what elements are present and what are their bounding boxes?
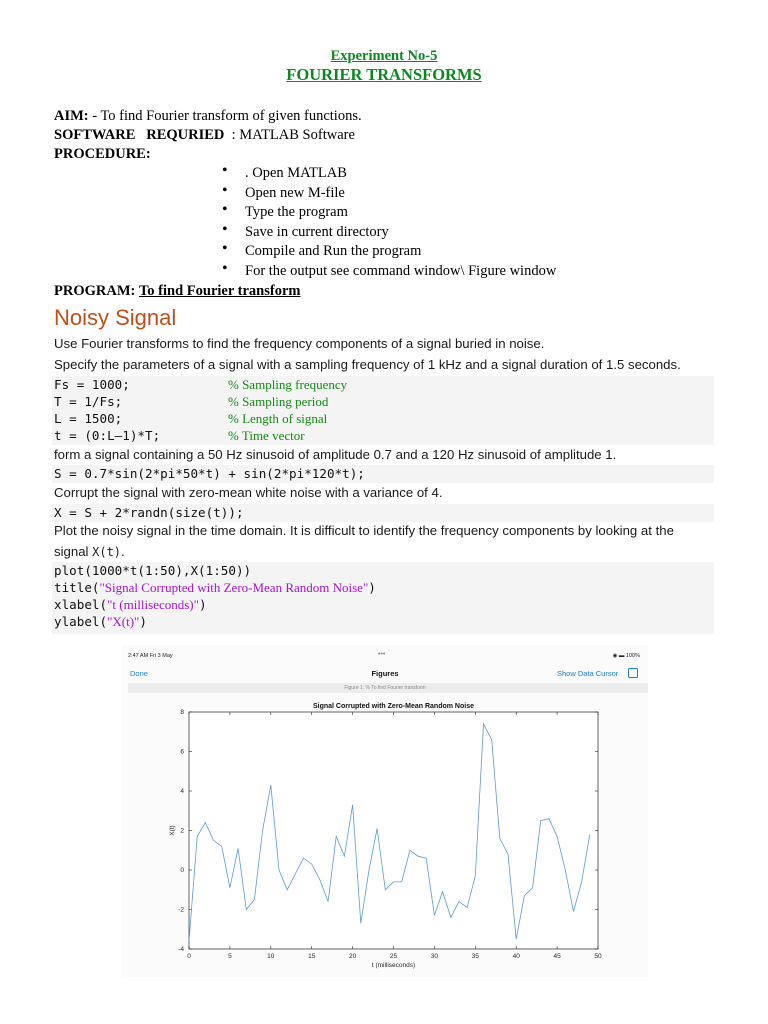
bullet-icon: • — [222, 181, 228, 199]
x-tick-label: 50 — [594, 953, 602, 960]
procedure-step-text: Type the program — [245, 204, 348, 220]
y-tick-label: 8 — [180, 709, 184, 717]
y-tick-label: 4 — [180, 788, 184, 796]
x-tick-label: 35 — [471, 953, 479, 960]
program-title: To find Fourier transform — [138, 283, 301, 299]
x-tick-label: 45 — [553, 953, 561, 960]
code-line: S = 0.7*sin(2*pi*50*t) + sin(2*pi*120*t); — [54, 466, 365, 481]
x-tick-label: 20 — [348, 953, 357, 960]
code-line — [54, 614, 147, 630]
code-paren: ) — [139, 614, 147, 629]
code-line: L = 1500; — [54, 411, 123, 426]
procedure-step-text: Compile and Run the program — [245, 243, 422, 259]
y-tick-label: 2 — [180, 827, 184, 835]
procedure-step — [222, 259, 557, 282]
code-comment: % Time vector — [228, 428, 305, 443]
code-line: Fs = 1000; — [54, 377, 130, 392]
figure-caption: Figure 1: % To find Fourier transform — [344, 685, 426, 691]
figure-screenshot — [122, 645, 648, 977]
paragraph-plot: Plot the noisy signal in the time domain. It is difficult to identify the frequency components by looking at the — [54, 523, 674, 538]
aim-label: AIM: — [54, 108, 89, 124]
paragraph-plot-cont — [54, 544, 125, 559]
x-tick-label: 0 — [187, 953, 191, 960]
code-comment: % Length of signal — [228, 411, 328, 426]
status-time: 2:47 AM Fri 3 May — [128, 653, 173, 659]
code-paren: ) — [368, 580, 376, 595]
chart-title: Signal Corrupted with Zero-Mean Random Noise — [312, 703, 475, 710]
procedure-step — [222, 164, 556, 184]
software-label: SOFTWARE REQURIED — [54, 127, 225, 143]
procedure-step — [222, 242, 556, 262]
done-button[interactable]: Done — [130, 669, 148, 678]
y-tick-label: -2 — [178, 906, 184, 914]
software-text: : MATLAB Software — [224, 127, 355, 143]
bullet-icon: • — [222, 240, 228, 257]
x-tick-label: 40 — [512, 953, 520, 960]
y-axis-label: X(t) — [169, 825, 176, 836]
paragraph-noise: Corrupt the signal with zero-mean white noise with a variance of 4. — [54, 485, 443, 500]
code-fn: ylabel( — [54, 614, 108, 629]
inline-code: X(t) — [92, 545, 122, 559]
status-battery: ◉ ▬ 100% — [612, 653, 640, 659]
code-line: plot(1000*t(1:50),X(1:50)) — [54, 563, 252, 578]
code-line — [54, 580, 376, 596]
code-string: "Signal Corrupted with Zero-Mean Random Noise" — [99, 580, 369, 595]
x-tick-label: 15 — [308, 953, 316, 960]
y-tick-label: -4 — [178, 946, 184, 954]
paragraph-params: Specify the parameters of a signal with a sampling frequency of 1 kHz and a signal duration of 1.5 seconds. — [54, 357, 681, 372]
nav-title: Figures — [371, 669, 399, 678]
paragraph-intro: Use Fourier transforms to find the frequency components of a signal buried in noise. — [54, 336, 545, 351]
code-line — [54, 597, 207, 613]
procedure-list — [222, 164, 556, 281]
y-tick-label: 0 — [180, 867, 184, 875]
figure-caption-bar — [128, 683, 648, 693]
program-line — [54, 283, 300, 300]
procedure-label: PROCEDURE: — [54, 146, 151, 162]
code-line: T = 1/Fs; — [54, 394, 123, 409]
code-paren: ) — [198, 597, 207, 612]
aim-line — [54, 108, 362, 125]
code-line: t = (0:L–1)*T; — [54, 428, 161, 443]
procedure-step — [222, 203, 556, 223]
show-data-cursor-button[interactable]: Show Data Cursor — [557, 669, 619, 678]
procedure-step-text: Save in current directory — [245, 223, 389, 240]
code-block-signal — [52, 465, 714, 483]
bullet-icon: • — [222, 220, 228, 238]
bullet-icon: • — [222, 201, 228, 218]
share-icon[interactable] — [628, 668, 638, 678]
plot-area — [189, 712, 598, 949]
procedure-step-text: Open new M-file — [245, 184, 345, 201]
x-axis-label: t (milliseconds) — [371, 962, 416, 969]
x-tick-label: 25 — [389, 953, 398, 960]
paragraph-signal: form a signal containing a 50 Hz sinusoid of amplitude 0.7 and a 120 Hz sinusoid of amplitude 1. — [54, 447, 617, 462]
chart — [122, 695, 648, 977]
code-block-noise — [52, 504, 714, 522]
aim-text: - To find Fourier transform of given functions. — [88, 108, 362, 124]
software-line — [54, 127, 355, 144]
procedure-step-text: For the output see command window\ Figure window — [245, 262, 557, 279]
procedure-step — [222, 181, 556, 204]
program-label: PROGRAM: — [54, 283, 136, 299]
code-fn: title( — [54, 580, 100, 595]
text: . — [121, 544, 125, 559]
x-tick-label: 30 — [430, 953, 439, 960]
x-tick-label: 10 — [267, 953, 275, 960]
bullet-icon: • — [222, 162, 228, 179]
code-comment: % Sampling period — [228, 394, 329, 409]
code-line: X = S + 2*randn(size(t)); — [54, 505, 244, 520]
y-tick-label: 6 — [180, 748, 184, 756]
code-block-params — [52, 376, 714, 445]
code-string: "t (milliseconds)" — [107, 597, 199, 612]
section-heading: Noisy Signal — [54, 305, 177, 330]
code-block-plot — [52, 562, 714, 634]
code-comment: % Sampling frequency — [228, 377, 348, 392]
procedure-step — [222, 220, 556, 243]
bullet-icon: • — [222, 259, 228, 277]
document-title: FOURIER TRANSFORMS — [286, 65, 482, 84]
experiment-number: Experiment No-5 — [330, 48, 438, 64]
code-string: "X(t)" — [107, 614, 140, 629]
x-tick-label: 5 — [228, 953, 232, 960]
status-dots: ••• — [378, 651, 386, 658]
procedure-step-text: . Open MATLAB — [245, 165, 347, 181]
text: signal — [54, 544, 93, 559]
code-fn: xlabel( — [54, 597, 108, 612]
